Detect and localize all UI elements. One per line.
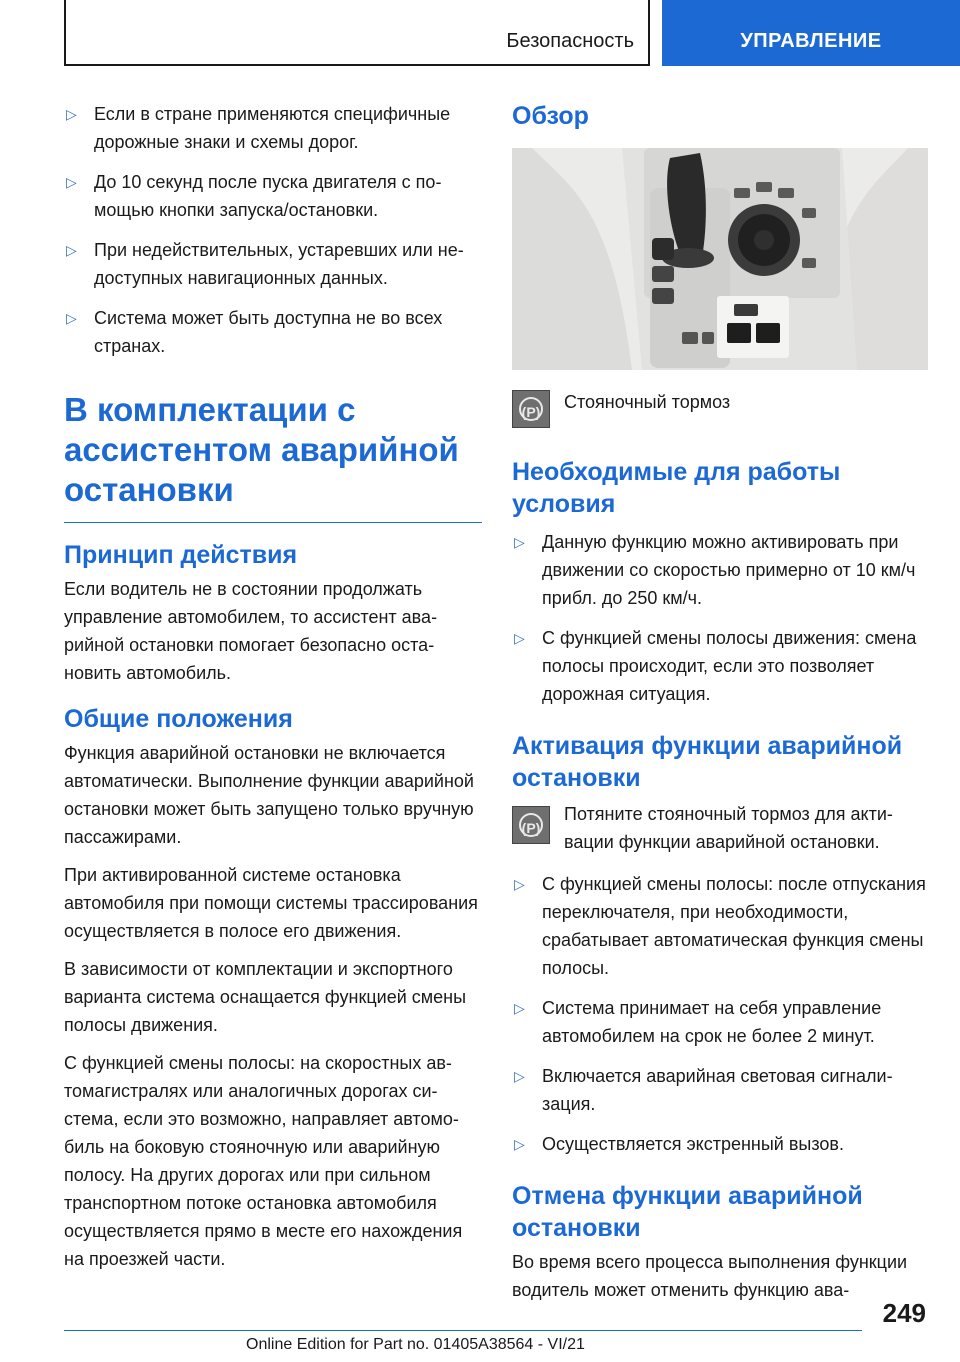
center-console-photo bbox=[512, 148, 928, 370]
parking-brake-icon: (P) bbox=[512, 390, 550, 428]
general-heading: Общие положения bbox=[64, 705, 293, 733]
parking-brake-icon: (P) bbox=[512, 806, 550, 844]
triangle-bullet-icon: ▷ bbox=[66, 242, 77, 258]
triangle-bullet-icon: ▷ bbox=[66, 106, 77, 122]
overview-heading: Обзор bbox=[512, 102, 589, 130]
triangle-bullet-icon: ▷ bbox=[514, 630, 525, 646]
list-item: ▷ До 10 секунд после пуска двигателя с помощью кнопки запуска/остановки. bbox=[64, 168, 482, 224]
left-column bbox=[64, 100, 482, 1283]
conditions-heading: Необходимые для работы условия bbox=[512, 458, 841, 518]
header-section-title: Безопасность bbox=[506, 30, 634, 52]
header-chapter-tab[interactable] bbox=[662, 0, 960, 66]
list-item: ▷ С функцией смены полосы движения: смена полосы происходит, если это позволяет дорожная ситуация. bbox=[512, 624, 930, 708]
list-item: ▷ Система может быть доступна не во всех странах. bbox=[64, 304, 482, 360]
triangle-bullet-icon: ▷ bbox=[66, 174, 77, 190]
list-item: ▷ Включается аварийная световая сигнализация. bbox=[512, 1062, 930, 1118]
activation-list bbox=[512, 870, 930, 1158]
principle-text: Если водитель не в состоянии продолжать управление автомобилем, то ассистент аварийной остановки помогает безопасно остановить автомобиль. bbox=[64, 579, 438, 683]
header-chapter-title: УПРАВЛЕНИЕ bbox=[740, 30, 882, 52]
footer-edition: Online Edition for Part no. 01405A38564 - VI/21 bbox=[246, 1336, 585, 1353]
paragraph: При активированной системе остановка автомобиля при помощи системы трассирования осуществляется в полосе его движения. bbox=[64, 865, 478, 941]
triangle-bullet-icon: ▷ bbox=[66, 310, 77, 326]
list-item: ▷ Система принимает на себя управление автомобилем на срок не более 2 минут. bbox=[512, 994, 930, 1050]
conditions-list bbox=[512, 528, 930, 708]
list-item: ▷ Осуществляется экстренный вызов. bbox=[512, 1130, 930, 1158]
activation-heading: Активация функции аварийной остановки bbox=[512, 732, 903, 792]
activation-row bbox=[512, 800, 930, 856]
main-heading: В комплектации с ассистентом аварийной остановки bbox=[64, 390, 482, 523]
paragraph: С функцией смены полосы: на скоростных автомагистралях или аналогичных дорогах система, если это возможно, направляет автомобиль на боковую стояночную или аварийную полосу. На других дорогах или при сильном транспортном потоке остановка автомобиля осуществляется прямо в месте его нахождения на проезжей части. bbox=[64, 1053, 463, 1269]
list-item: ▷ Данную функцию можно активировать при движении со скоростью примерно от 10 км/ч прибл. до 250 км/ч. bbox=[512, 528, 930, 612]
center-console-illustration bbox=[512, 148, 928, 370]
list-item: ▷ С функцией смены полосы: после отпускания переключателя, при необходимости, срабатывает автоматическая функция смены полосы. bbox=[512, 870, 930, 982]
activation-text: Потяните стояночный тормоз для активации функции аварийной остановки. bbox=[564, 804, 893, 852]
page-number: 249 bbox=[882, 1298, 926, 1328]
cancel-heading: Отмена функции аварийной остановки bbox=[512, 1182, 863, 1242]
right-column bbox=[512, 100, 930, 1314]
parking-brake-caption: Стояночный тормоз bbox=[564, 392, 731, 412]
triangle-bullet-icon: ▷ bbox=[514, 876, 525, 892]
triangle-bullet-icon: ▷ bbox=[514, 1136, 525, 1152]
paragraph: Функция аварийной остановки не включается автоматически. Выполнение функции аварийной остановки может быть запущено только вручную пассажирами. bbox=[64, 743, 474, 847]
principle-heading: Принцип действия bbox=[64, 541, 298, 569]
paragraph: В зависимости от комплектации и экспортного варианта система оснащается функцией смены полосы движения. bbox=[64, 959, 467, 1035]
footer-divider bbox=[64, 1330, 862, 1331]
triangle-bullet-icon: ▷ bbox=[514, 534, 525, 550]
triangle-bullet-icon: ▷ bbox=[514, 1068, 525, 1084]
list-item: ▷ При недействительных, устаревших или недоступных навигационных данных. bbox=[64, 236, 482, 292]
cancel-text: Во время всего процесса выполнения функции водитель может отменить функцию ава- bbox=[512, 1252, 908, 1300]
list-item: ▷ Если в стране применяются специфичные дорожные знаки и схемы дорог. bbox=[64, 100, 482, 156]
header-section-box bbox=[64, 0, 650, 66]
triangle-bullet-icon: ▷ bbox=[514, 1000, 525, 1016]
parking-brake-row bbox=[512, 388, 930, 428]
